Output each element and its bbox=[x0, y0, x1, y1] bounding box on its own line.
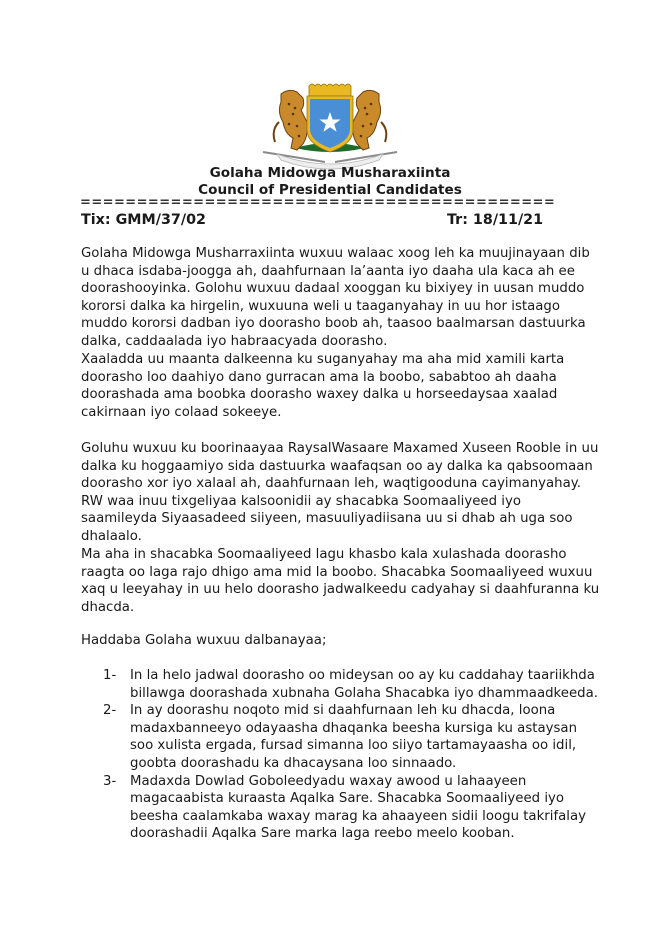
list-item-number: 3- bbox=[103, 773, 117, 789]
crown-icon bbox=[309, 84, 351, 96]
paragraph: Ma aha in shacabka Soomaaliyeed lagu khasbo kala xulashada doorasho raagta oo laga rajo dhigo ama mid la boobo. Shacabka Soomaaliyeed wuxuu xaq u leeyahay in uu helo doorasho jadwalkeedu cadyahay si daahfuranna ku dhacda. bbox=[81, 547, 600, 615]
leopard-right-icon bbox=[353, 90, 387, 150]
list-item-number: 1- bbox=[103, 668, 117, 683]
divider-rule: ========================================== bbox=[80, 196, 556, 210]
list-item bbox=[81, 702, 601, 772]
council-title-english: Council of Presidential Candidates bbox=[198, 182, 462, 198]
reference-number: Tix: GMM/37/02 bbox=[81, 212, 206, 228]
list-item-text: In ay doorashu noqoto mid si daahfurnaan leh ku dhacda, loona madaxbanneeyo odayaasha dhaqanka beesha kursiga ku astaysan soo xulista ergada, fursad simanna loo siiyo tartamayaasha oo idil, goobta doorashadu ka dhacaysana loo sinnaado. bbox=[130, 703, 577, 771]
paragraph: Golaha Midowga Musharraxiinta wuxuu walaac xoog leh ka muujinayaan dib u dhaca isdaba-joogga ah, daahfurnaan la’aanta iyo daaha ula kaca ah ee doorashooyinka. Golohu wuxuu dadaal xooggan ku bixiyey in uusan muddo kororsi dalka ka hirgelin, wuxuuna weli u taaganyahay in uu hor istaago muddo kororsi dadban iyo doorasho boob ah, taasoo baalmarsan dastuurka dalka, caddaalada iyo habraacyada doorasho. bbox=[81, 246, 590, 349]
document-date: Tr: 18/11/21 bbox=[447, 212, 544, 228]
list-item-number: 2- bbox=[103, 703, 117, 719]
demands-list bbox=[81, 667, 601, 843]
list-item-text: In la helo jadwal doorasho oo mideysan oo ay ku caddahay taariikhda billawga doorashada xubnaha Golaha Shacabka iyo dhammaadkeeda. bbox=[130, 668, 598, 701]
demands-intro: Haddaba Golaha wuxuu dalbanayaa; bbox=[81, 633, 327, 648]
council-title-somali: Golaha Midowga Musharaxiinta bbox=[209, 165, 451, 181]
list-item-text: Madaxda Dowlad Goboleedyadu waxay awood u lahaayeen magacaabista kuraasta Aqalka Sare. Shacabka Soomaaliyeed iyo beesha caalamkaba waxay marag ka ahaayeen sidii loogu takrifalay doorashadii Aqalka Sare marka laga reebo meelo kooban. bbox=[130, 773, 586, 842]
coat-of-arms-icon bbox=[255, 82, 405, 170]
leopard-left-icon bbox=[274, 90, 308, 150]
list-item bbox=[81, 667, 601, 702]
paragraph: Xaaladda uu maanta dalkeenna ku suganyahay ma aha mid xamili karta doorasho loo daahiyo dano gurracan ama la boobo, sababtoo ah daaha doorashada ama boobka doorasho waxey dalka u horseedaysaa xaalad cakirnaan iyo colaad sokeeye. bbox=[81, 352, 565, 420]
paragraph: Goluhu wuxuu ku boorinaayaa RaysalWasaare Maxamed Xuseen Rooble in uu dalka ku hoggaamiyo sida dastuurka waafaqsan oo ay dalka ka qabsoomaan doorasho xor iyo xalaal ah, daahfurnaan leh, waqtigooduna cayimanyahay. RW waa inuu tixgeliyaa kalsoonidii ay shacabka Soomaaliyeed iyo saamileyda Siyaasadeed siiyeen, masuuliyadiisana uu si dhab ah uga soo dhalaalo. bbox=[81, 441, 599, 544]
list-item bbox=[81, 773, 601, 843]
